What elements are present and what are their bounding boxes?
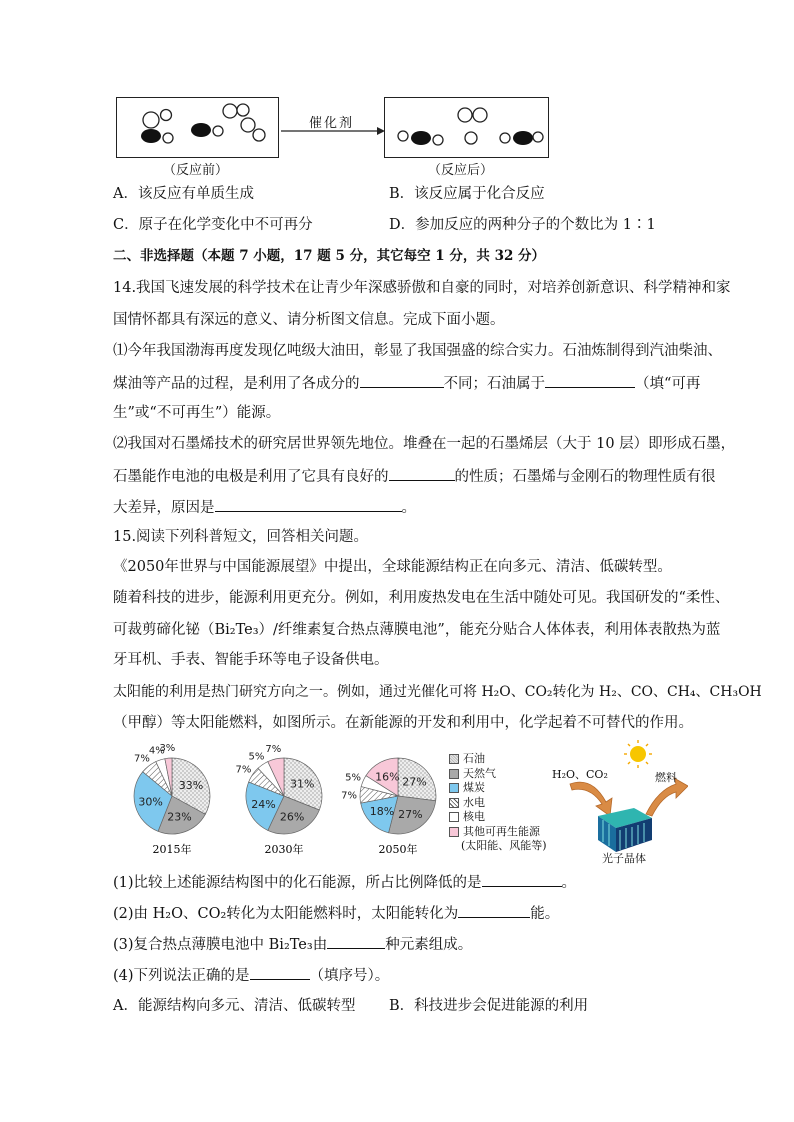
- q14-p2-text-d: 。: [401, 500, 416, 516]
- pie-data-label: 23%: [167, 810, 192, 824]
- q14-intro-1: 14.我国飞速发展的科学技术在让青少年深感骄傲和自豪的同时，对培养创新意识、科学精神和家: [113, 280, 731, 296]
- pie-data-label: 31%: [290, 777, 315, 791]
- q14-p1-text-a: 煤油等产品的过程，是利用了各成分的: [113, 376, 360, 392]
- q14-p1-line1: ⑴今年我国渤海再度发现亿吨级大油田，彰显了我国强盛的综合实力。石油炼制得到汽油柴油、: [113, 343, 722, 359]
- pie-data-label: 7%: [265, 744, 282, 756]
- q14-p2-text-b: 的性质；石墨烯与金刚石的物理性质有很: [454, 469, 716, 485]
- pie-data-label: 5%: [248, 751, 265, 763]
- before-molecules: [117, 98, 278, 157]
- q15-sub3-text: (3)复合热点薄膜电池中 Bi₂Te₃由: [113, 937, 328, 953]
- answer-blank-q14-1[interactable]: [360, 372, 444, 388]
- photocatalysis-illustration: [548, 740, 688, 865]
- reaction-arrow: [279, 124, 389, 138]
- reaction-after-box: [384, 97, 549, 158]
- q15-option-a: A．能源结构向多元、清洁、低碳转型: [113, 998, 356, 1014]
- legend-label: 核电: [463, 810, 485, 824]
- input-arrow: [570, 782, 612, 816]
- legend-item: [449, 839, 547, 854]
- q15-sub4-text: (4)下列说法正确的是: [113, 968, 250, 984]
- pie-data-label: 33%: [178, 778, 204, 792]
- q15-para1: 《2050年世界与中国能源展望》中提出，全球能源结构正在向多元、清洁、低碳转型。: [113, 559, 672, 575]
- legend-label: 天然气: [463, 766, 496, 780]
- answer-blank-q15-4[interactable]: [250, 964, 310, 980]
- pie-data-label: 24%: [251, 798, 276, 812]
- q14-p2-line1: ⑵我国对石墨烯技术的研究居世界领先地位。堆叠在一起的石墨烯层（大于 10 层）即形成石墨，: [113, 436, 736, 452]
- q14-p1-text-b: 不同；石油属于: [443, 376, 545, 392]
- after-caption: （反应后）: [428, 163, 494, 178]
- q15-sub4: [113, 964, 389, 986]
- legend-label: (太阳能、风能等): [461, 839, 547, 853]
- q13-option-b: B．该反应属于化合反应: [389, 186, 545, 202]
- q15-sub1-end: 。: [561, 875, 577, 891]
- q15-option-b: B．科技进步会促进能源的利用: [389, 998, 589, 1014]
- q15-sub3-end: 种元素组成。: [385, 937, 473, 953]
- q14-p1-text-c: （填“可再: [635, 376, 701, 392]
- legend-swatch: [449, 754, 459, 764]
- sun-icon: [624, 740, 652, 768]
- q14-p2-line2: [113, 465, 716, 487]
- pie-data-label: 4%: [148, 745, 165, 757]
- legend-label: 煤炭: [463, 781, 485, 795]
- pie-data-label: 7%: [341, 790, 357, 802]
- q15-sub2-text: (2)由 H₂O、CO₂转化为太阳能燃料时，太阳能转化为: [113, 906, 459, 922]
- pie-data-label: 7%: [134, 753, 150, 765]
- q15-sub2: [113, 902, 559, 924]
- q13-option-a: A．该反应有单质生成: [113, 186, 254, 202]
- q15-para2-line1: 随着科技的进步，能源利用更充分。例如，利用废热发电在生活中随处可见。我国研发的“柔性、: [113, 590, 730, 606]
- legend-item: [449, 825, 547, 840]
- answer-blank-q15-3[interactable]: [327, 933, 385, 949]
- legend-swatch: [449, 783, 459, 793]
- q15-sub1: [113, 871, 576, 893]
- reaction-before-box: [116, 97, 279, 158]
- q15-sub4-end: （填序号）。: [309, 968, 390, 984]
- answer-blank-q15-2[interactable]: [458, 902, 530, 918]
- pie-year-label: 2030年: [264, 843, 304, 856]
- photonic-crystal-icon: [598, 808, 652, 852]
- q14-p2-line3: [113, 496, 416, 518]
- pie-data-label: 5%: [345, 772, 361, 784]
- pie-data-label: 30%: [138, 795, 163, 809]
- answer-blank-q14-4[interactable]: [215, 496, 402, 512]
- legend-label: 水电: [463, 795, 485, 809]
- q15-para2-line2: 可裁剪碲化铋（Bi₂Te₃）/纤维素复合热点薄膜电池”，能充分贴合人体体表，利用体表散热为蓝: [113, 622, 721, 638]
- legend-swatch: [449, 798, 459, 808]
- photonic-crystal-label: 光子晶体: [602, 852, 646, 865]
- section2-heading: 二、非选择题（本题 7 小题，17 题 5 分，其它每空 1 分，共 32 分）: [113, 248, 546, 264]
- legend-item: [449, 796, 547, 811]
- legend-swatch: [449, 812, 459, 822]
- answer-blank-q14-2[interactable]: [545, 372, 635, 388]
- q15-para3-line1: 太阳能的利用是热门研究方向之一。例如，通过光催化可将 H₂O、CO₂转化为 H₂、CO、CH₄、CH₃OH: [113, 684, 762, 700]
- q13-option-c: C．原子在化学变化中不可再分: [113, 217, 313, 233]
- q15-sub3: [113, 933, 472, 955]
- pie-year-label: 2015年: [152, 843, 192, 856]
- before-caption: （反应前）: [163, 163, 229, 178]
- q13-option-d: D．参加反应的两种分子的个数比为 1∶1: [389, 217, 656, 233]
- legend-item: [449, 810, 547, 825]
- q15-para3-line2: （甲醇）等太阳能燃料，如图所示。在新能源的开发和利用中，化学起着不可替代的作用。: [113, 715, 693, 731]
- pie-data-label: 7%: [235, 764, 252, 776]
- q14-p1-line2: [113, 372, 700, 394]
- energy-structure-pie-charts: [112, 740, 442, 860]
- photocat-output-label: 燃料: [655, 771, 677, 784]
- legend-item: [449, 781, 547, 796]
- q15-para2-line3: 牙耳机、手表、智能手环等电子设备供电。: [113, 652, 389, 668]
- q15-sub1-text: (1)比较上述能源结构图中的化石能源，所占比例降低的是: [113, 875, 482, 891]
- q14-intro-2: 国情怀都具有深远的意义、请分析图文信息。完成下面小题。: [113, 312, 505, 328]
- legend-label: 石油: [463, 752, 485, 766]
- after-molecules: [385, 98, 548, 157]
- q14-p1-line3: 生”或“不可再生”）能源。: [113, 405, 281, 421]
- pie-data-label: 26%: [279, 810, 305, 824]
- legend-item: [449, 767, 547, 782]
- q14-p2-text-a: 石墨能作电池的电极是利用了它具有良好的: [113, 469, 389, 485]
- pie-year-label: 2050年: [378, 843, 418, 856]
- legend-label: 其他可再生能源: [463, 824, 540, 838]
- pie-data-label: 3%: [159, 743, 176, 755]
- pie-data-label: 27%: [398, 808, 423, 822]
- q14-p2-text-c: 大差异，原因是: [113, 500, 215, 516]
- legend-item: [449, 752, 547, 767]
- catalyst-label: 催化剂: [309, 116, 355, 131]
- q15-intro: 15.阅读下列科普短文，回答相关问题。: [113, 529, 369, 545]
- legend-swatch: [449, 827, 459, 837]
- pie-data-label: 16%: [375, 770, 400, 784]
- pie-data-label: 27%: [402, 775, 427, 789]
- q15-sub2-end: 能。: [530, 906, 560, 922]
- legend-swatch: [449, 769, 459, 779]
- photocat-input-label: H₂O、CO₂: [552, 768, 608, 781]
- answer-blank-q15-1[interactable]: [482, 871, 562, 887]
- pie-data-label: 18%: [369, 805, 395, 819]
- pie-legend: [449, 752, 547, 854]
- answer-blank-q14-3[interactable]: [389, 465, 455, 481]
